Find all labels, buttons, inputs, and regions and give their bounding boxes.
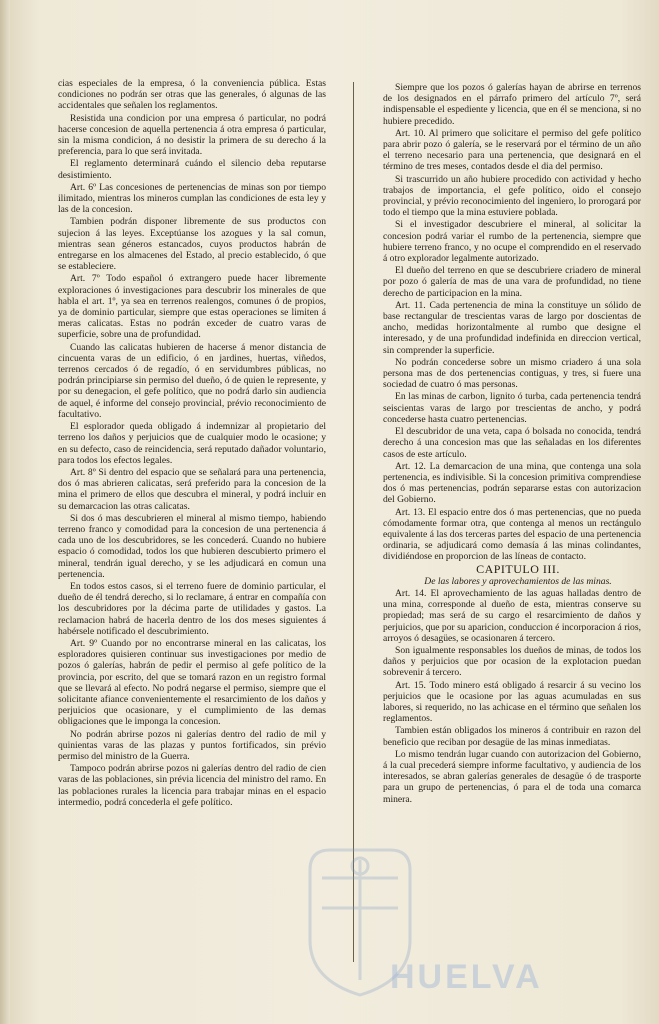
paragraph: El descubridor de una veta, capa ó bolsada no conocida, tendrá derecho á una concesion mas que las señaladas en los diferentes casos de este artículo. — [383, 426, 641, 460]
paragraph: Siempre que los pozos ó galerías hayan de abrirse en terrenos de los designados en el párrafo primero del artículo 7º, será indispensable el espediente y licencia, que en él se menciona, si no hubiere precedido. — [383, 82, 641, 127]
paragraph: Art. 7º Todo español ó extrangero puede hacer libremente exploraciones ó investigaciones para descubrir los minerales de que habla el art. 1º, ya sea en terrenos realengos, comunes ó de propios, ya de dominio particular, siempre que estas operaciones se limiten á meras calicatas. Estas no podrán exceder de cuatro varas de superficie, sobre una de profundidad. — [58, 273, 326, 341]
watermark-huelva-text: HUELVA — [390, 958, 543, 996]
paragraph: Si el investigador descubriere el mineral, al solicitar la concesion podrá variar el rumbo de la pertenencia, siempre que hubiere terreno franco, y no ocupe el comprendido en el reservado á otro explorador legalmente autorizado. — [383, 219, 641, 265]
column-divider — [353, 82, 354, 962]
paragraph: Tampoco podrán abrirse pozos ni galerías dentro del radio de cien varas de las poblaciones, sin prévia licencia del ministro del ramo. En las poblaciones rurales la licencia para trabajar minas en el espacio intermedio, podrá concederla el gefe político. — [58, 763, 326, 808]
paragraph: Tambien están obligados los mineros á contribuir en razon del beneficio que reciban por desagüe de las minas inmediatas. — [383, 725, 641, 748]
paragraph: En todos estos casos, si el terreno fuere de dominio particular, el dueño de él tendrá derecho, si lo reclamare, á entrar en compañía con los descubridores por la décima parte de utilidades y gastos. La reclamacion habrá de hacerla dentro de los dos meses siguientes á habérsele notificado el descubrimiento. — [58, 580, 326, 637]
paragraph: Art. 8º Si dentro del espacio que se señalará para una pertenencia, dos ó mas abrieren calicatas, será preferido para la concesion de la mina el primero de ellos que descubra el mineral, y podrá incluir en su demarcacion las otras calicatas. — [58, 466, 326, 512]
paragraph: No podrán abrirse pozos ni galerías dentro del radio de mil y quinientas varas de las plazas y puntos fortificados, sin prévio permiso del ministro de la Guerra. — [58, 728, 326, 762]
right-column-top-paragraphs — [383, 82, 641, 563]
paragraph: No podrán concederse sobre un mismo criadero á una sola persona mas de dos pertenencias contiguas, y tres, si fuere una sociedad de cuatro ó mas personas. — [383, 356, 641, 391]
right-text-column — [383, 82, 641, 806]
left-text-column — [58, 78, 326, 809]
paragraph: El reglamento determinará cuándo el silencio deba reputarse desistimiento. — [58, 158, 326, 181]
paragraph: cias especiales de la empresa, ó la conveniencia pública. Estas condiciones no podrán ser otras que las generales, ó algunas de las accidentales que señalen los reglamentos. — [58, 78, 326, 112]
paragraph: Art. 9º Cuando por no encontrarse mineral en las calicatas, los esploradores quisieren continuar sus investigaciones por medio de pozos ó galerías, habrán de pedir el permiso al gefe político de la provincia, por escrito, del que se tomará razon en un registro formal que se llevará al efecto. No podrá negarse el permiso, siempre que el solicitante afiance convenientemente el resarcimiento de los daños y perjuicios que ocasionare, y el cumplimiento de las demas obligaciones que le imponga la concesion. — [58, 637, 326, 728]
paragraph: El esplorador queda obligado á indemnizar al propietario del terreno los daños y perjuicios que de cualquier modo le ocasione; y en su defecto, caso de reincidencia, será reputado dañador voluntario, para todos los efectos legales. — [58, 421, 326, 466]
paragraph: Cuando las calicatas hubieren de hacerse á menor distancia de cincuenta varas de un edificio, ó en jardines, huertas, viñedos, terrenos cercados ó de regadío, ó en servidumbres públicas, no podrán principiarse sin permiso del dueño, ó de quien le represente, y por su denegacion, el gefe político, que no podrá darlo sin audiencia de aquel, é informe del consejo provincial, prévio reconocimiento de facultativo. — [58, 341, 326, 420]
page-binding-edge — [0, 0, 10, 1024]
chapter-title: CAPITULO III. — [476, 561, 560, 576]
chapter-subtitle: De las labores y aprovechamientos de las minas. — [424, 575, 612, 587]
paragraph: Art. 10. Al primero que solicitare el permiso del gefe político para abrir pozo ó galería, se le reservará por el término de un año el terreno necesario para una pertenencia, que designará en el término de tres meses, contados desde el dia del permiso. — [383, 127, 641, 173]
paragraph: El dueño del terreno en que se descubriere criadero de mineral por pozo ó galería de mas de una vara de profundidad, no tiene derecho de participacion en la mina. — [383, 265, 641, 299]
paragraph: Art. 14. El aprovechamiento de las aguas halladas dentro de una mina, corresponde al dueño de esta, mientras conserve su propiedad; mas será de su cargo el resarcimiento de daños y perjuicios, que por su aparicion, conduccion é incorporacion á rios, arroyos ó desagües, se ocasionaren á tercero. — [383, 587, 641, 644]
paragraph: Resistida una condicion por una empresa ó particular, no podrá hacerse concesion de aquella pertenencia á otra empresa ó particular, sin la misma condicion, á no desistir la primera de su derecho á la preferencia, para lo que será invitada. — [58, 112, 326, 158]
paragraph: Tambien podrán disponer libremente de sus productos con sujecion á las leyes. Exceptúanse los azogues y la sal comun, mientras sean géneros estancados, cuyos productos habrán de entregarse en los almacenes del Estado, al precio establecido, ó que se estableciere. — [58, 216, 326, 273]
paragraph: Si trascurrido un año hubiere procedido con actividad y hecho trabajos de importancia, el gefe político, oido el consejo provincial, y prévio reconocimiento del ingeniero, lo prorogará por todo el tiempo que la mina estuviere poblada. — [383, 173, 641, 219]
right-column-bottom-paragraphs — [383, 588, 641, 805]
paragraph: Art. 13. El espacio entre dos ó mas pertenencias, que no pueda cómodamente formar otra, que contenga al menos un rectángulo equivalente á las dos terceras partes del espacio de una pertenencia ordinaria, se adjudicará como demasía á las minas colindantes, dividiéndose en proporcion de las líneas de contacto. — [383, 506, 641, 563]
paragraph: Art. 12. La demarcacion de una mina, que contenga una sola pertenencia, es indivisible. Si la concesion primitiva comprendiese dos ó mas pertenencias, podrán separarse estas con autorizacion del Gobierno. — [383, 460, 641, 506]
paragraph: Si dos ó mas descubrieren el mineral al mismo tiempo, habiendo terreno franco y comodidad para la concesion de una pertenencia á cada uno de los descubridores, se les concederá. Cuando no hubiere espacio ó comodidad, todos los que hubieren descubierto primero el mineral, tendrán igual derecho, y se les adjudicará en comun una pertenencia. — [58, 512, 326, 580]
paragraph: En las minas de carbon, lignito ó turba, cada pertenencia tendrá seiscientas varas de largo por trescientas de ancho, y podrá concederse hasta cuatro pertenencias. — [383, 391, 641, 425]
paragraph: Lo mismo tendrán lugar cuando con autorizacion del Gobierno, á la cual precederá siempre informe facultativo, y audiencia de los interesados, se abran galerías generales de desagüe ó de trasporte para un grupo de pertenencias, ó para el de toda una comarca minera. — [383, 748, 641, 805]
paragraph: Son igualmente responsables los dueños de minas, de todos los daños y perjuicios que por ocasion de la explotacion puedan sobrevenir á tercero. — [383, 644, 641, 679]
paragraph: Art. 11. Cada pertenencia de mina la constituye un sólido de base rectangular de trescientas varas de largo por doscientas de ancho, medidas horizontalmente al rumbo que designe el interesado, y de una profundidad indefinida en direccion vertical, sin comprender la superficie. — [383, 299, 641, 356]
paragraph: Art. 6º Las concesiones de pertenencias de minas son por tiempo ilimitado, mientras los mineros cumplan las condiciones de esta ley y las de la concesion. — [58, 181, 326, 216]
paragraph: Art. 15. Todo minero está obligado á resarcir á su vecino los perjuicios que le ocasione por las aguas acumuladas en sus labores, si requerido, no las achicase en el término que señalen los reglamentos. — [383, 679, 641, 725]
